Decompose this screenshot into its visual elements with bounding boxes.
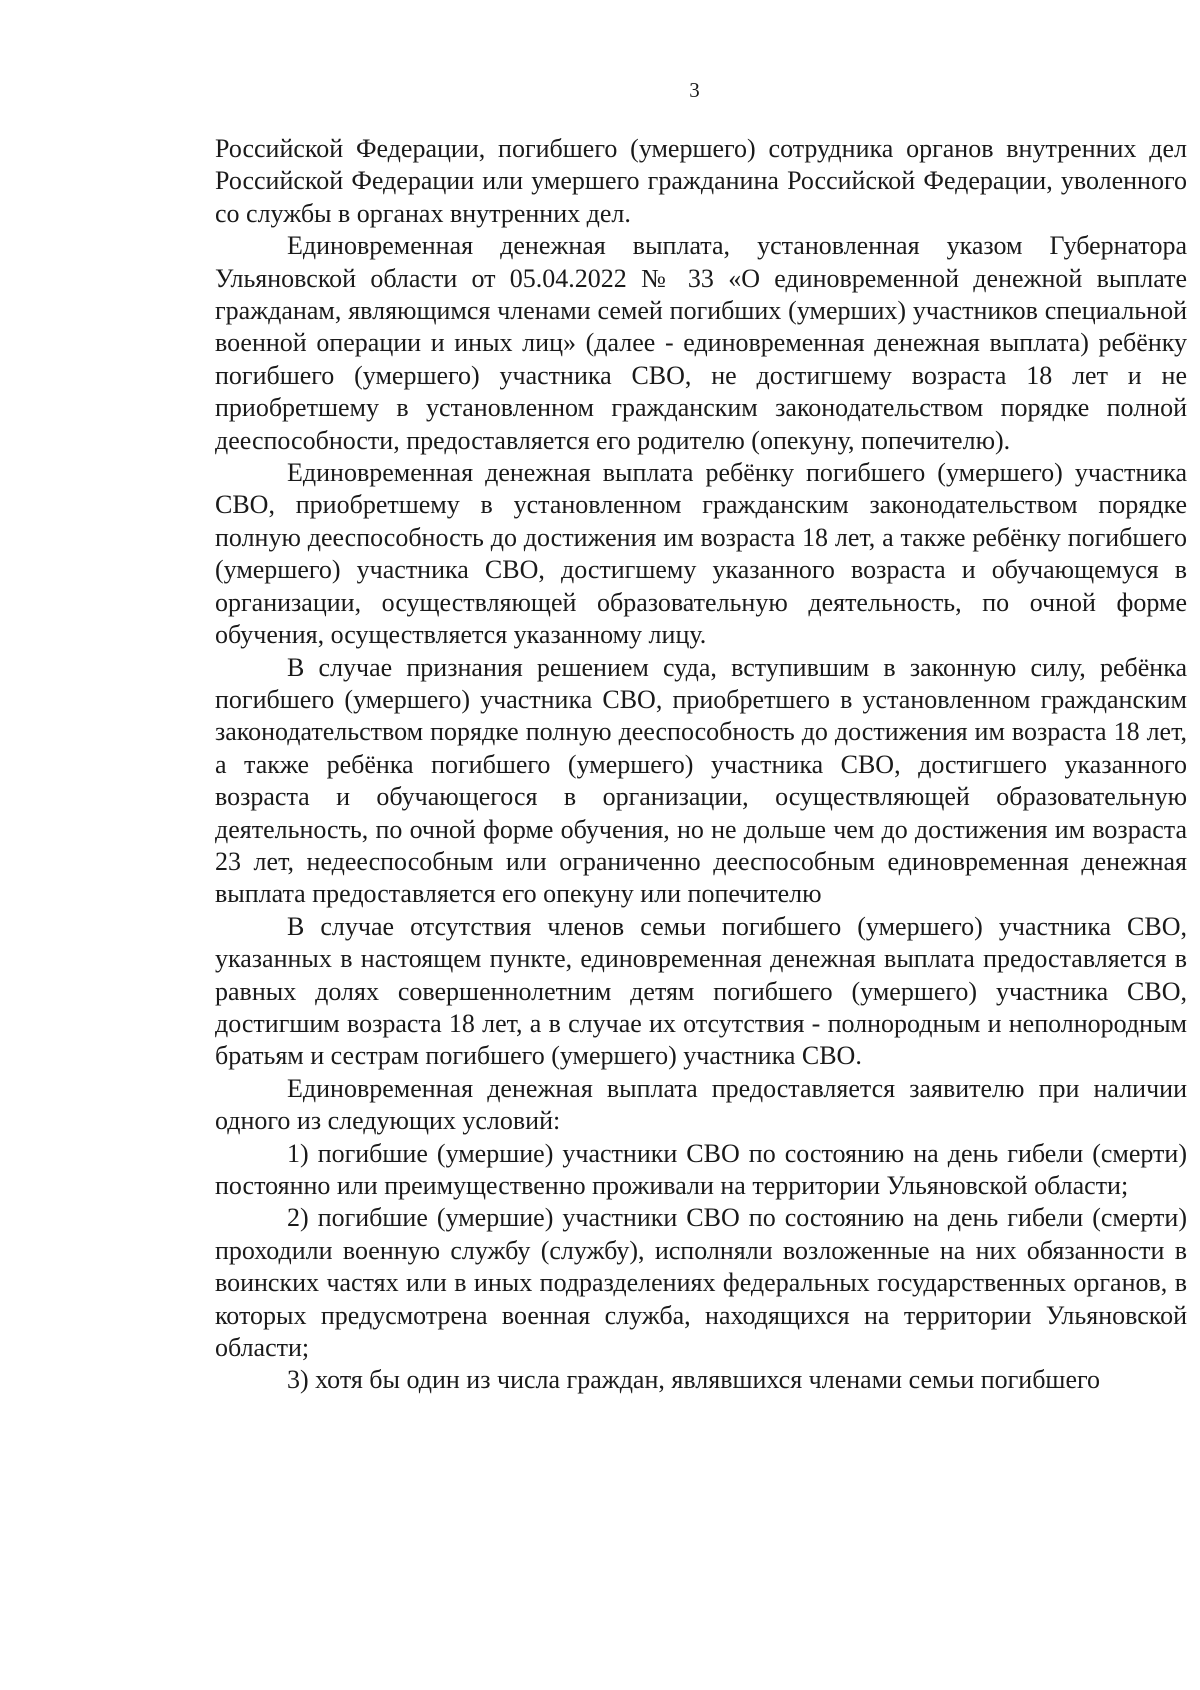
condition-item-2: 2) погибшие (умершие) участники СВО по состоянию на день гибели (смерти) проходили военную службу (службу), исполняли возложенные на них обязанности в воинских частях или в иных подразделениях федеральных государственных органов, в которых предусмотрена военная служба, находящихся на территории Ульяновской области;: [215, 1203, 1187, 1363]
condition-item-1: 1) погибшие (умершие) участники СВО по состоянию на день гибели (смерти) постоянно или преимущественно проживали на территории Ульяновской области;: [215, 1138, 1187, 1200]
paragraph-payment-to-parent: Единовременная денежная выплата, установленная указом Губернатора Ульяновской области от 05.04.2022 № 33 «О единовременной денежной выплате гражданам, являющимся членами семей погибших (умерших) участников специальной военной операции и иных лиц» (далее - единовременная денежная выплата) ребёнку погибшего (умершего) участника СВО, не достигшему возраста 18 лет и не приобретшему в установленном гражданским законодательством порядке полной дееспособности, предоставляется его родителю (опекуну, попечителю).: [215, 231, 1187, 455]
paragraph-conditions-intro: Единовременная денежная выплата предоставляется заявителю при наличии одного из следующих условий:: [215, 1073, 1187, 1136]
paragraph-incapacitated-child: В случае признания решением суда, вступившим в законную силу, ребёнка погибшего (умершего) участника СВО, приобретшего в установленном гражданским законодательством порядке полную дееспособность до достижения им возраста 18 лет, а также ребёнка погибшего (умершего) участника СВО, достигшего указанного возраста и обучающегося в организации, осуществляющей образовательную деятельность, по очной форме обучения, но не дольше чем до достижения им возраста 23 лет, недееспособным или ограниченно дееспособным единовременная денежная выплата предоставляется его опекуну или попечителю: [215, 652, 1187, 909]
paragraph-continuation: Российской Федерации, погибшего (умершего) сотрудника органов внутренних дел Российской Федерации или умершего гражданина Российской Федерации, уволенного со службы в органах внутренних дел.: [215, 134, 1187, 228]
paragraph-absence-of-family: В случае отсутствия членов семьи погибшего (умершего) участника СВО, указанных в настоящем пункте, единовременная денежная выплата предоставляется в равных долях совершеннолетним детям погибшего (умершего) участника СВО, достигшим возраста 18 лет, а в случае их отсутствия - полнородным и неполнородным братьям и сестрам погибшего (умершего) участника СВО.: [215, 911, 1187, 1071]
document-body: [215, 133, 1187, 1397]
page-number: 3: [689, 78, 701, 102]
paragraph-payment-to-child: Единовременная денежная выплата ребёнку погибшего (умершего) участника СВО, приобретшему в установленном гражданским законодательством порядке полную дееспособность до достижения им возраста 18 лет, а также ребёнку погибшего (умершего) участника СВО, достигшему указанного возраста и обучающемуся в организации, осуществляющей образовательную деятельность, по очной форме обучения, осуществляется указанному лицу.: [215, 458, 1187, 650]
condition-item-3: 3) хотя бы один из числа граждан, являвшихся членами семьи погибшего: [287, 1365, 1101, 1395]
